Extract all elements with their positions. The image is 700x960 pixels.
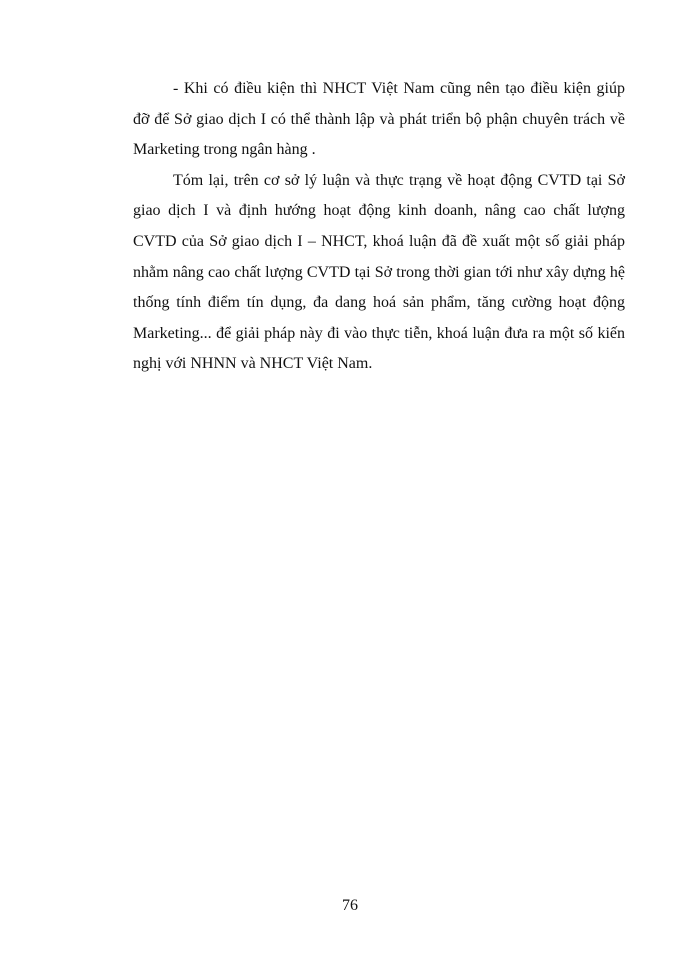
text-line: CVTD của Sở giao dịch I – NHCT, khoá luận đã đề xuất một số giải pháp xyxy=(133,232,625,250)
text-line: giao dịch I và định hướng hoạt động kinh doanh, nâng cao chất lượng xyxy=(133,202,625,220)
page-number: 76 xyxy=(342,897,358,914)
body-text xyxy=(133,74,625,380)
paragraph-recommendation xyxy=(133,74,625,166)
text-line: - Khi có điều kiện thì NHCT Việt Nam cũng nên tạo điều kiện giúp xyxy=(173,80,625,97)
paragraph-conclusion xyxy=(133,166,625,380)
text-line: thống tính điểm tín dụng, đa dang hoá sản phẩm, tăng cường hoạt động xyxy=(133,294,625,312)
text-line: Tóm lại, trên cơ sở lý luận và thực trạng về hoạt động CVTD tại Sở xyxy=(173,171,625,189)
text-line: Marketing... để giải pháp này đi vào thực tiễn, khoá luận đưa ra một số kiến xyxy=(133,324,625,342)
text-line: nhằm nâng cao chất lượng CVTD tại Sở trong thời gian tới như xây dựng hệ xyxy=(133,263,625,281)
text-line: Marketing trong ngân hàng . xyxy=(133,141,316,159)
text-line: nghị với NHNN và NHCT Việt Nam. xyxy=(133,355,373,373)
text-line: đỡ để Sở giao dịch I có thể thành lập và phát triển bộ phận chuyên trách về xyxy=(133,110,625,128)
